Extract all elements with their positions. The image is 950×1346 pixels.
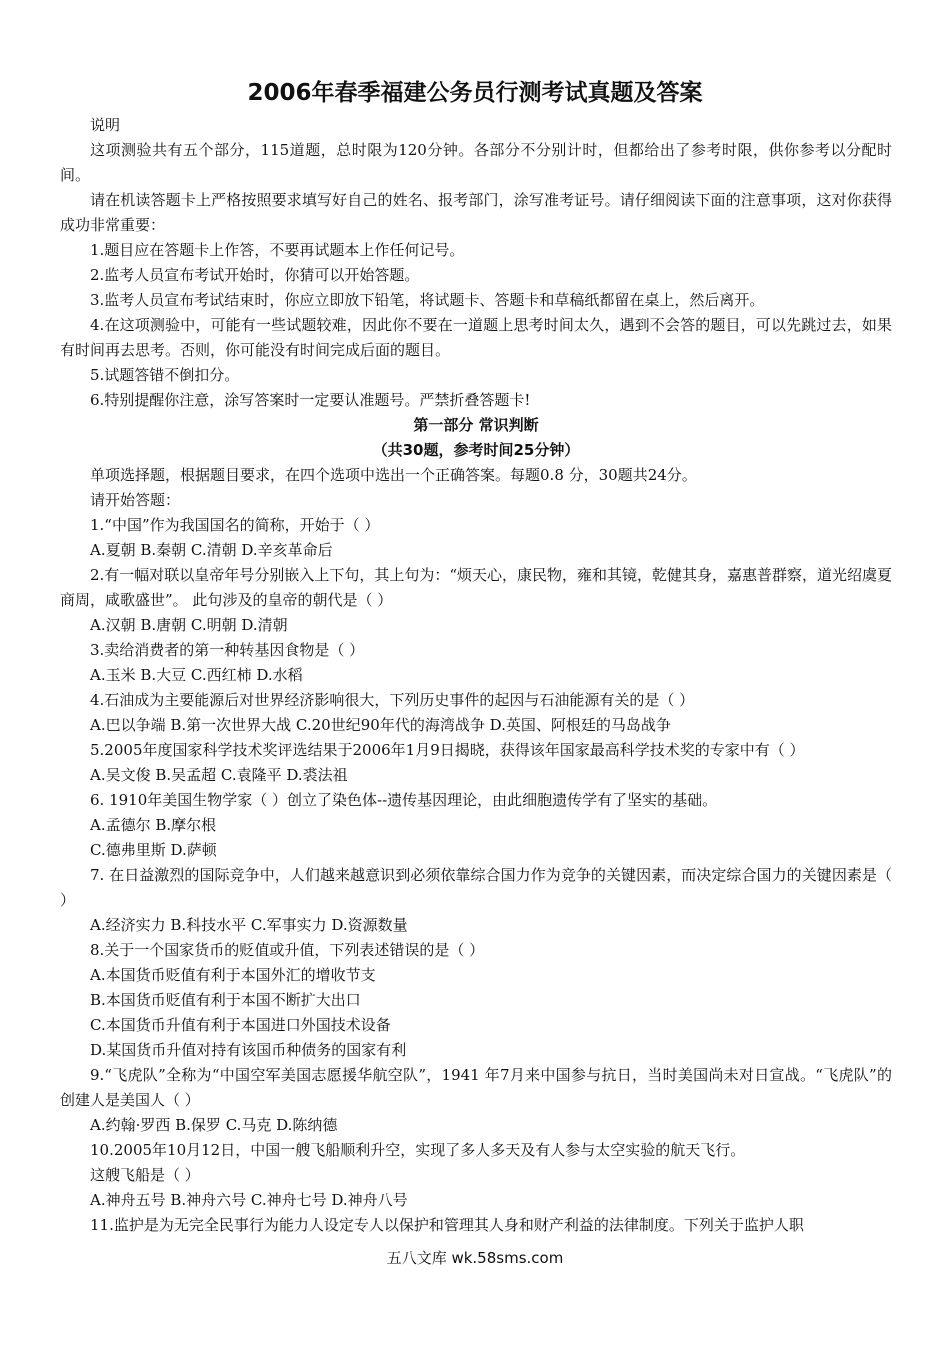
question-line: 4.石油成为主要能源后对世界经济影响很大，下列历史事件的起因与石油能源有关的是（ ） — [90, 691, 695, 709]
document-title: 2006年春季福建公务员行测考试真题及答案 — [247, 80, 703, 106]
rule-item: 1.题目应在答题卡上作答，不要再试题本上作任何记号。 — [90, 241, 465, 259]
question-line: 3.卖给消费者的第一种转基因食物是（ ） — [90, 641, 365, 659]
question-line: 6. 1910年美国生物学家（ ）创立了染色体--遗传基因理论，由此细胞遗传学有了坚实的基础。 — [90, 791, 718, 809]
section-instruction: 单项选择题，根据题目要求，在四个选项中选出一个正确答案。每题0.8 分，30题共24分。 — [90, 466, 697, 484]
question-line: 2.有一幅对联以皇帝年号分别嵌入上下句，其上句为：“烦天心，康民物，雍和其镜，乾健其身，嘉惠普群察，道光绍虞夏商周，咸歌盛世”。 此句涉及的皇帝的朝代是（ ） — [60, 566, 892, 609]
document-body — [60, 113, 892, 1238]
section-subtitle: （共30题，参考时间25分钟） — [372, 441, 580, 459]
question-line: 8.关于一个国家货币的贬值或升值，下列表述错误的是（ ） — [90, 941, 485, 959]
question-line: 7. 在日益激烈的国际竞争中，人们越来越意识到必须依靠综合国力作为竞争的关键因素，而决定综合国力的关键因素是（ ） — [60, 866, 892, 909]
question-line: D.某国货币升值对持有该国币种债务的国家有利 — [90, 1041, 407, 1059]
intro-paragraph: 请在机读答题卡上严格按照要求填写好自己的姓名、报考部门，涂写准考证号。请仔细阅读下面的注意事项，这对你获得成功非常重要： — [60, 191, 892, 234]
question-line: A.巴以争端 B.第一次世界大战 C.20世纪90年代的海湾战争 D.英国、阿根廷的马岛战争 — [90, 716, 671, 734]
question-line: 9.“飞虎队”全称为“中国空军美国志愿援华航空队”，1941 年7月来中国参与抗日，当时美国尚未对日宣战。“飞虎队”的创建人是美国人（ ） — [60, 1066, 892, 1109]
question-line: A.孟德尔 B.摩尔根 — [90, 816, 217, 834]
question-line: A.吴文俊 B.吴孟超 C.袁隆平 D.裘法祖 — [90, 766, 348, 784]
question-line: C.本国货币升值有利于本国进口外国技术设备 — [90, 1016, 391, 1034]
rule-item: 2.监考人员宣布考试开始时，你猜可以开始答题。 — [90, 266, 420, 284]
rule-item: 3.监考人员宣布考试结束时，你应立即放下铅笔，将试题卡、答题卡和草稿纸都留在桌上，然后离开。 — [90, 291, 765, 309]
question-line: C.德弗里斯 D.萨顿 — [90, 841, 217, 859]
question-line: B.本国货币贬值有利于本国不断扩大出口 — [90, 991, 361, 1009]
question-line: A.神舟五号 B.神舟六号 C.神舟七号 D.神舟八号 — [90, 1191, 408, 1209]
question-line: 5.2005年度国家科学技术奖评选结果于2006年1月9日揭晓，获得该年国家最高科学技术奖的专家中有（ ） — [90, 741, 805, 759]
question-line: A.本国货币贬值有利于本国外汇的增收节支 — [90, 966, 376, 984]
question-line: 这艘飞船是（ ） — [90, 1166, 200, 1184]
intro-paragraph: 这项测验共有五个部分，115道题，总时限为120分钟。各部分不分别计时，但都给出了参考时限，供你参考以分配时间。 — [60, 141, 892, 184]
question-line: A.经济实力 B.科技水平 C.军事实力 D.资源数量 — [90, 916, 408, 934]
question-line: A.玉米 B.大豆 C.西红柿 D.水稻 — [90, 666, 303, 684]
section-start: 请开始答题： — [90, 491, 181, 509]
question-line: A.约翰·罗西 B.保罗 C.马克 D.陈纳德 — [90, 1116, 338, 1134]
rule-item: 4.在这项测验中，可能有一些试题较难，因此你不要在一道题上思考时间太久，遇到不会答的题目，可以先跳过去，如果有时间再去思考。否则，你可能没有时间完成后面的题目。 — [60, 316, 892, 359]
rule-item: 5.试题答错不倒扣分。 — [90, 366, 240, 384]
question-line: A.汉朝 B.唐朝 C.明朝 D.清朝 — [90, 616, 288, 634]
question-line: 1.“中国”作为我国国名的简称，开始于（ ） — [90, 516, 380, 534]
question-line: A.夏朝 B.秦朝 C.清朝 D.辛亥革命后 — [90, 541, 333, 559]
rule-item: 6.特别提醒你注意，涂写答案时一定要认准题号。严禁折叠答题卡! — [90, 391, 531, 409]
section-title: 第一部分 常识判断 — [413, 416, 539, 434]
page-footer: 五八文库 wk.58sms.com — [386, 1249, 564, 1267]
question-line: 10.2005年10月12日，中国一艘飞船顺利升空，实现了多人多天及有人参与太空实验的航天飞行。 — [90, 1141, 746, 1159]
intro-heading: 说明 — [90, 116, 121, 134]
question-line: 11.监护是为无完全民事行为能力人设定专人以保护和管理其人身和财产利益的法律制度。下列关于监护人职 — [90, 1216, 804, 1234]
